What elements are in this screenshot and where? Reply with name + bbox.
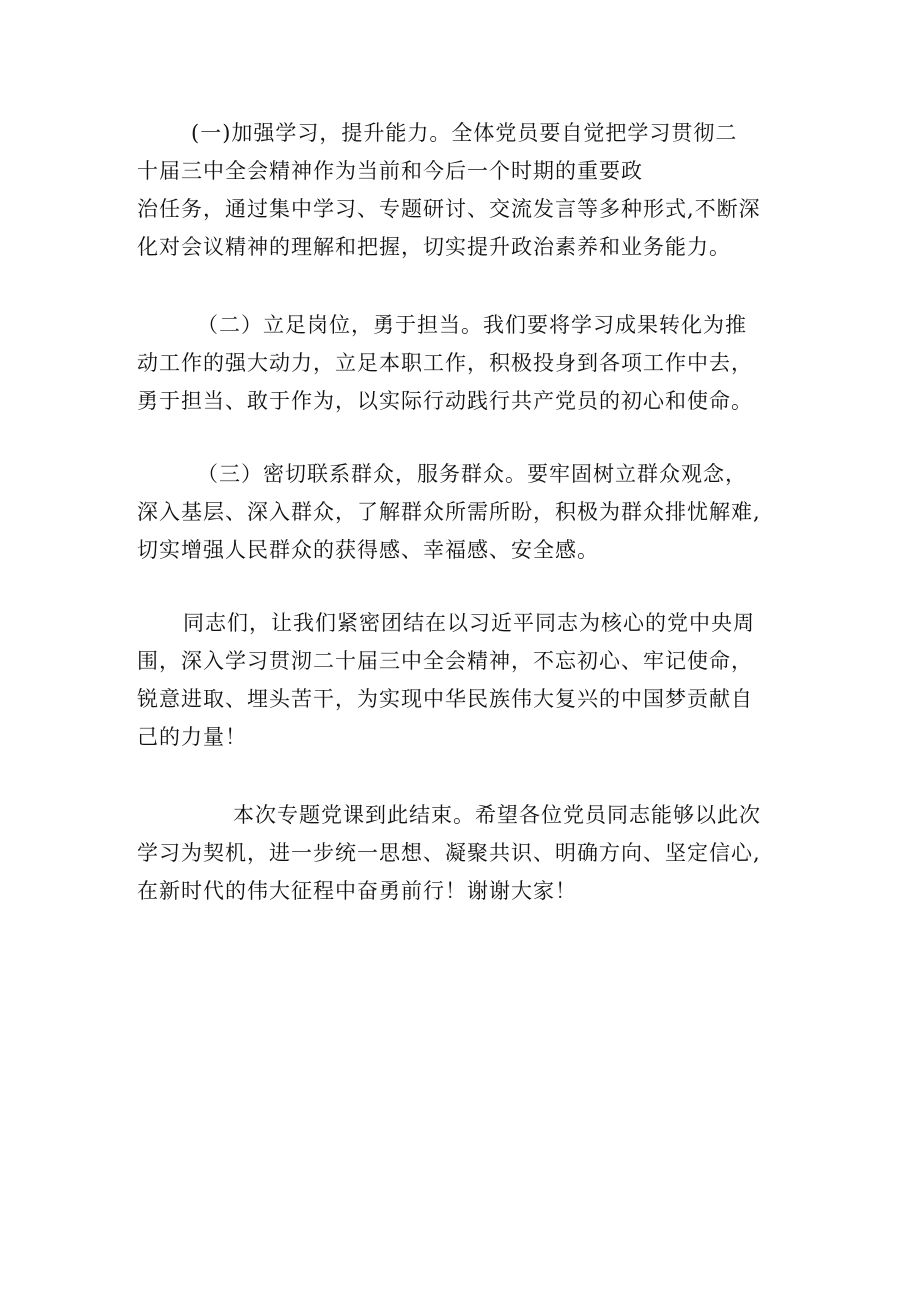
paragraph-stand-firm-in-post xyxy=(137,306,797,420)
text-line: 深入基层、深入群众，了解群众所需所盼，积极为群众排忧解难, xyxy=(137,500,761,524)
text-line: 学习为契机，进一步统一思想、凝聚共识、明确方向、坚定信心, xyxy=(137,841,761,865)
text-line: 在新时代的伟大征程中奋勇前行！谢谢大家！ xyxy=(137,879,577,903)
paragraph-serve-the-masses xyxy=(137,455,797,569)
text-line: 化对会议精神的理解和把握，切实提升政治素养和业务能力。 xyxy=(137,235,731,259)
paragraph-strengthen-learning xyxy=(137,114,797,266)
text-line: （二）立足岗位，勇于担当。我们要将学习成果转化为推 xyxy=(197,313,747,337)
text-line: 治任务，通过集中学习、专题研讨、交流发言等多种形式,不断深 xyxy=(137,197,761,221)
text-line: 本次专题党课到此结束。希望各位党员同志能够以此次 xyxy=(233,803,761,827)
text-line: 动工作的强大动力，立足本职工作，积极投身到各项工作中去， xyxy=(137,351,753,375)
paragraph-closing xyxy=(137,796,797,910)
text-line: 同志们，让我们紧密团结在以习近平同志为核心的党中央周 xyxy=(183,611,755,635)
text-line: 围，深入学习贯沏二十届三中全会精神，不忘初心、牢记使命， xyxy=(137,649,753,673)
text-line: 锐意进取、埋头苦干，为实现中华民族伟大复兴的中国梦贡献自 xyxy=(137,687,753,711)
text-line: 切实增强人民群众的获得感、幸福感、安全感。 xyxy=(137,538,599,562)
text-line: 己的力量！ xyxy=(137,725,247,749)
text-line: 勇于担当、敢于作为，以实际行动践行共产党员的初心和使命。 xyxy=(137,389,753,413)
text-line: (一)加强学习，提升能力。全体党员要自觉把学习贯彻二 xyxy=(191,121,738,145)
text-line: （三）密切联系群众，服务群众。要牢固树立群众观念， xyxy=(197,462,747,486)
paragraph-comrades-call xyxy=(137,604,797,756)
text-line: 十届三中全会精神作为当前和今后一个时期的重要政 xyxy=(137,159,643,183)
